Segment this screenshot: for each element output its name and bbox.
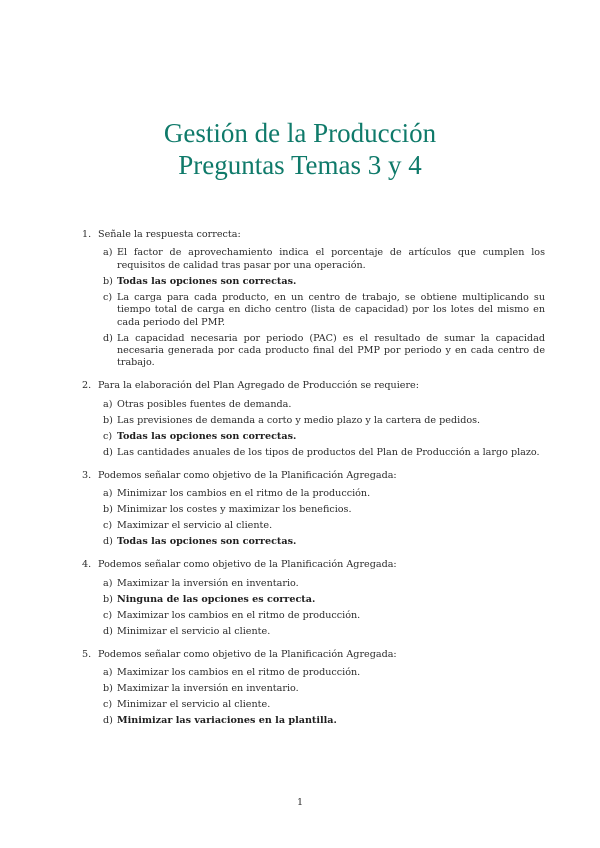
option-label: d) <box>103 715 113 727</box>
question-text: Podemos señalar como objetivo de la Planificación Agregada: <box>98 559 397 571</box>
page-subtitle: Preguntas Temas 3 y 4 <box>178 150 422 180</box>
option-label: a) <box>103 667 113 679</box>
option-text: Maximizar los cambios en el ritmo de producción. <box>117 667 361 679</box>
question-number: 3. <box>82 469 92 481</box>
option-label: c) <box>103 699 113 711</box>
option-label: b) <box>103 683 113 695</box>
option-b <box>82 504 545 516</box>
option-a <box>82 488 545 500</box>
option-d <box>82 447 545 459</box>
option-text: Maximizar el servicio al cliente. <box>117 520 273 532</box>
question-number: 4. <box>82 559 92 571</box>
question-text: Para la elaboración del Plan Agregado de Producción se requiere: <box>98 380 419 392</box>
option-text: Las cantidades anuales de los tipos de productos del Plan de Producción a largo plazo. <box>117 446 540 458</box>
option-label: a) <box>103 488 113 500</box>
option-a <box>82 667 545 679</box>
question-number: 2. <box>82 380 92 392</box>
option-text: La capacidad necesaria por periodo (PAC) es el resultado de sumar la capacidad necesaria generada por cada producto final del PMP por periodo y en cada centro de trabajo. <box>117 332 545 369</box>
option-a <box>82 578 545 590</box>
page-title: Gestión de la Producción <box>163 118 437 148</box>
option-text: Otras posibles fuentes de demanda. <box>117 398 292 410</box>
option-text: Todas las opciones son correctas. <box>117 275 297 287</box>
option-label: d) <box>103 446 113 458</box>
option-d <box>82 715 545 727</box>
option-a <box>82 247 545 272</box>
option-label: c) <box>103 430 113 442</box>
question-4 <box>82 559 545 638</box>
option-text: Minimizar los costes y maximizar los beneficios. <box>117 504 352 516</box>
option-text: Minimizar los cambios en el ritmo de la producción. <box>117 488 371 500</box>
option-d <box>82 536 545 548</box>
option-c <box>82 292 545 329</box>
option-text: La carga para cada producto, en un centro de trabajo, se obtiene multiplicando su tiempo total de carga en dicho centro (lista de capacidad) por los lotes del mismo en cada periodo del PMP. <box>117 291 545 328</box>
option-label: b) <box>103 275 113 287</box>
option-label: b) <box>103 414 113 426</box>
question-text: Podemos señalar como objetivo de la Planificación Agregada: <box>98 469 397 481</box>
option-list <box>82 578 545 638</box>
option-d <box>82 333 545 370</box>
question-2 <box>82 380 545 459</box>
option-d <box>82 626 545 638</box>
option-b <box>82 683 545 695</box>
option-c <box>82 431 545 443</box>
option-text: Maximizar la inversión en inventario. <box>117 683 299 695</box>
option-label: b) <box>103 504 113 516</box>
option-text: Minimizar el servicio al cliente. <box>117 625 271 637</box>
option-text: Todas las opciones son correctas. <box>117 536 297 548</box>
option-b <box>82 594 545 606</box>
question-text: Señale la respuesta correcta: <box>98 229 241 240</box>
question-3 <box>82 470 545 549</box>
question-number: 1. <box>82 229 92 240</box>
option-text: El factor de aprovechamiento indica el porcentaje de artículos que cumplen los requisitos de calidad tras pasar por una operación. <box>117 247 545 271</box>
page-number: 1 <box>296 797 304 808</box>
question-number: 5. <box>82 648 92 660</box>
option-label: d) <box>103 625 113 637</box>
option-b <box>82 276 545 288</box>
option-label: a) <box>103 577 113 589</box>
option-a <box>82 399 545 411</box>
option-list <box>82 488 545 548</box>
option-label: c) <box>103 291 113 303</box>
option-list <box>82 399 545 459</box>
option-text: Minimizar las variaciones en la plantilla. <box>117 715 337 727</box>
option-c <box>82 520 545 532</box>
option-text: Maximizar la inversión en inventario. <box>117 577 299 589</box>
question-text: Podemos señalar como objetivo de la Planificación Agregada: <box>98 648 397 660</box>
option-label: d) <box>103 536 113 548</box>
option-text: Maximizar los cambios en el ritmo de producción. <box>117 609 361 621</box>
option-c <box>82 699 545 711</box>
question-1 <box>82 229 545 370</box>
question-5 <box>82 649 545 728</box>
option-label: a) <box>103 247 113 259</box>
option-label: c) <box>103 520 113 532</box>
option-b <box>82 415 545 427</box>
option-text: Todas las opciones son correctas. <box>117 430 297 442</box>
option-label: b) <box>103 593 113 605</box>
option-c <box>82 610 545 622</box>
option-text: Minimizar el servicio al cliente. <box>117 699 271 711</box>
option-label: d) <box>103 332 113 344</box>
question-list <box>82 229 545 738</box>
option-text: Ninguna de las opciones es correcta. <box>117 593 316 605</box>
option-text: Las previsiones de demanda a corto y medio plazo y la cartera de pedidos. <box>117 414 481 426</box>
option-label: a) <box>103 398 113 410</box>
option-list <box>82 667 545 727</box>
option-list <box>82 247 545 369</box>
option-label: c) <box>103 609 113 621</box>
